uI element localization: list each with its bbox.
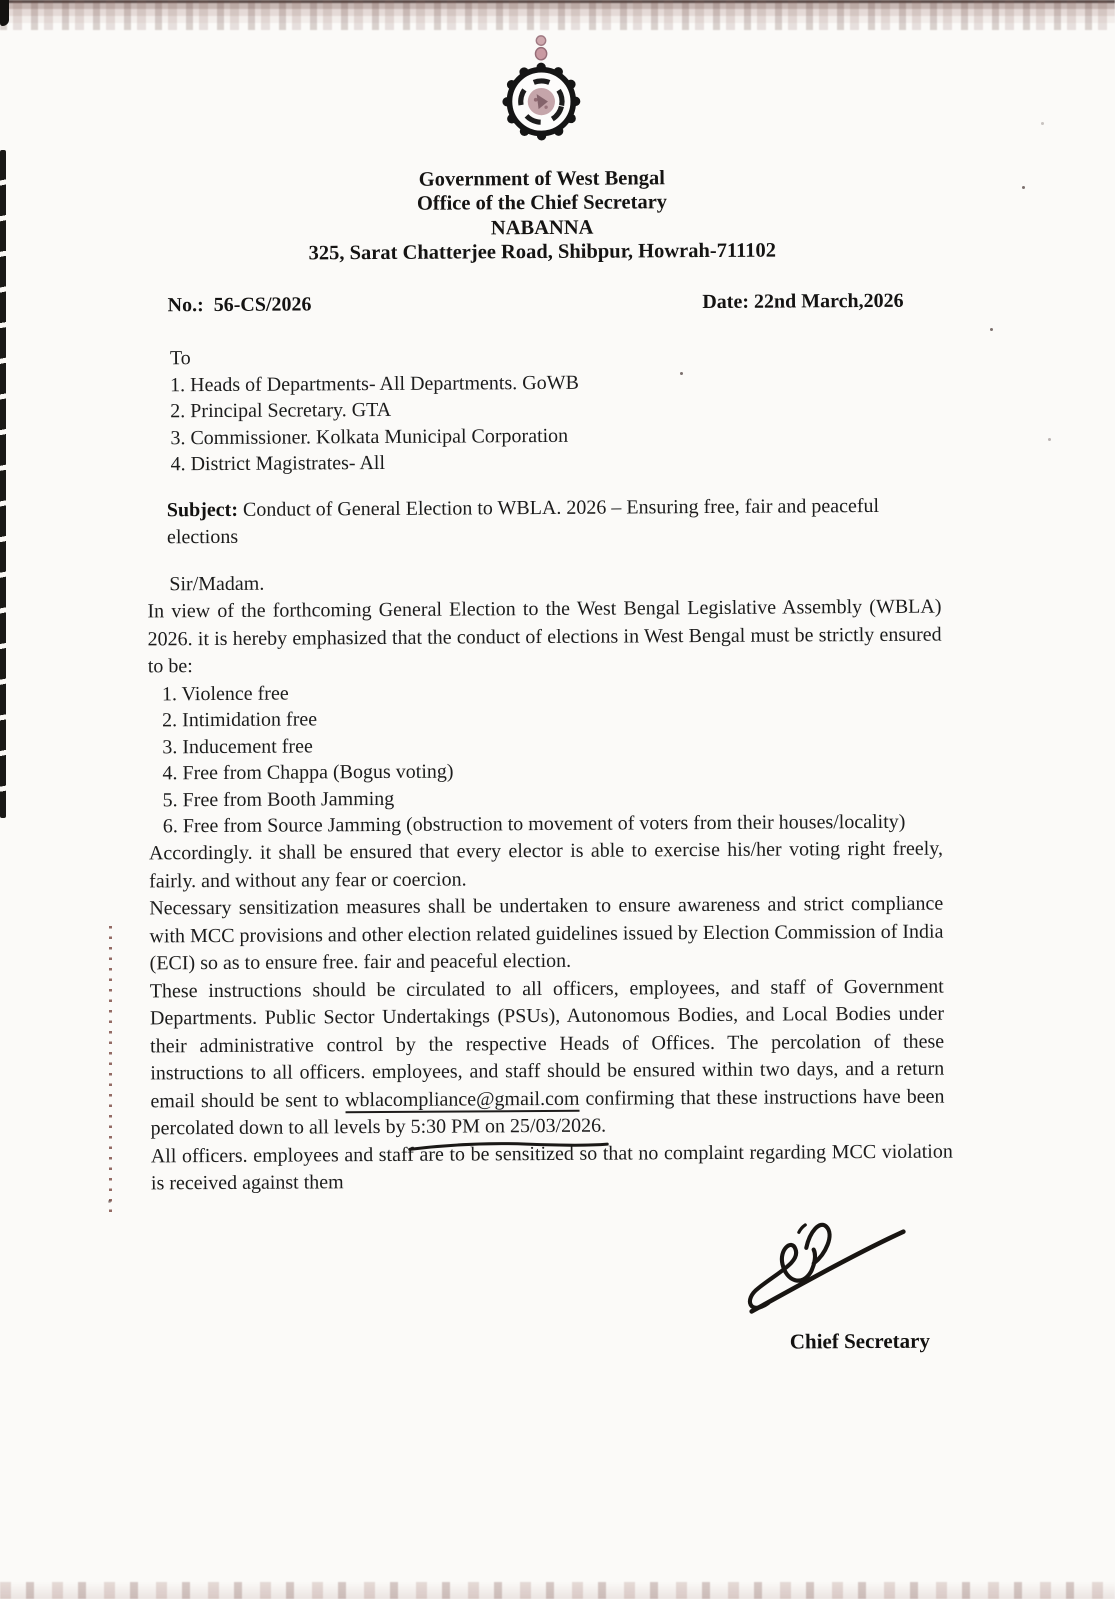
paragraph-intro: In view of the forthcoming General Election to the West Bengal Legislative Assembly (WBLA) 2026. it is hereby emphasized that the conduct of elections in West Bengal must be strictly ensured to be: [147, 595, 942, 678]
government-seal-icon [494, 34, 589, 157]
list-item: 5. Free from Booth Jamming [162, 787, 395, 812]
signature-block [151, 1207, 946, 1360]
paragraph-accordingly: Accordingly. it shall be ensured that every elector is able to exercise his/her voting right freely, fairly. and without any fear or coercion. [148, 837, 944, 892]
list-item: 1. Violence free [161, 682, 289, 705]
scan-perforation-dots [109, 926, 112, 1218]
list-item: 6. Free from Source Jamming (obstruction to movement of voters from their houses/locality) [162, 811, 906, 838]
reference-row [146, 287, 940, 319]
compliance-email: wblacompliance@gmail.com [345, 1087, 580, 1113]
recipient-line: 4. District Magistrates- All [170, 451, 386, 476]
subject-label: Subject: [166, 498, 239, 521]
paragraph-sensitization: Necessary sensitization measures shall be undertaken to ensure awareness and strict compliance with MCC provisions and other election related guidelines issued by Election Commission of India (ECI) so as to ensure free. fair and peaceful election. [149, 892, 944, 975]
scan-speck [1022, 186, 1025, 189]
deadline-value: 5:30 PM on 25/03/2026. [410, 1114, 607, 1138]
list-item: 3. Inducement free [162, 735, 313, 759]
subject-text: Conduct of General Election to WBLA. 2026 – Ensuring free, fair and peaceful elections [166, 494, 880, 549]
paragraph-closing: All officers. employees and staff are to be sensitized so that no complaint regarding MCC violation is received against them [150, 1140, 953, 1195]
scan-speck [1041, 122, 1044, 125]
signatory-title: Chief Secretary [789, 1328, 931, 1354]
org-name: Government of West Bengal [418, 166, 665, 191]
instructions-text-1: These instructions should be circulated to all officers, employees, and staff of Government Departments. Public Sector Undertakings (PSUs), Autonomous Bodies, and Local Bodies under their administrative control by the respective Heads of Offices. The percolation of these instructions to all officers. employees, and staff should be ensured within two days, and a return email should be sent to [149, 975, 945, 1112]
scan-speck [108, 1200, 111, 1203]
org-office: Office of the Chief Secretary [416, 191, 668, 215]
subject-line [167, 492, 941, 552]
scan-bottom-edge-artifact [0, 1582, 1115, 1599]
salutation: Sir/Madam. [169, 572, 265, 595]
requirements-list [162, 676, 943, 840]
scan-left-edge-artifact [0, 150, 6, 818]
deadline-text [410, 1113, 606, 1142]
recipients-block [170, 341, 941, 478]
recipient-line: 3. Commissioner. Kolkata Municipal Corporation [170, 424, 569, 449]
scan-speck [990, 328, 993, 331]
scan-speck [1048, 438, 1051, 441]
list-item: 2. Intimidation free [162, 708, 318, 732]
hand-underline-stroke [407, 1139, 610, 1151]
org-building: NABANNA [490, 216, 594, 239]
recipient-line: 1. Heads of Departments- All Departments. GoWB [170, 371, 579, 396]
scan-top-edge-artifact [0, 0, 1115, 30]
org-address: 325, Sarat Chatterjee Road, Shibpur, Howrah-711102 [308, 239, 777, 265]
recipient-line: 2. Principal Secretary. GTA [170, 398, 392, 423]
paragraph-instructions [150, 973, 945, 1143]
reference-number: No.: 56-CS/2026 [167, 292, 312, 316]
letter-date: Date: 22nd March,2026 [702, 289, 904, 313]
seal-area [144, 32, 939, 167]
signature-icon [737, 1207, 918, 1318]
list-item: 4. Free from Chappa (Bogus voting) [162, 760, 454, 785]
scan-corner-artifact [0, 0, 9, 26]
signature-area [737, 1207, 918, 1327]
instructions-text-2: confirming that these instructions have been percolated down to all levels by [150, 1085, 945, 1140]
to-label: To [169, 347, 191, 370]
letter-body [144, 32, 953, 1360]
